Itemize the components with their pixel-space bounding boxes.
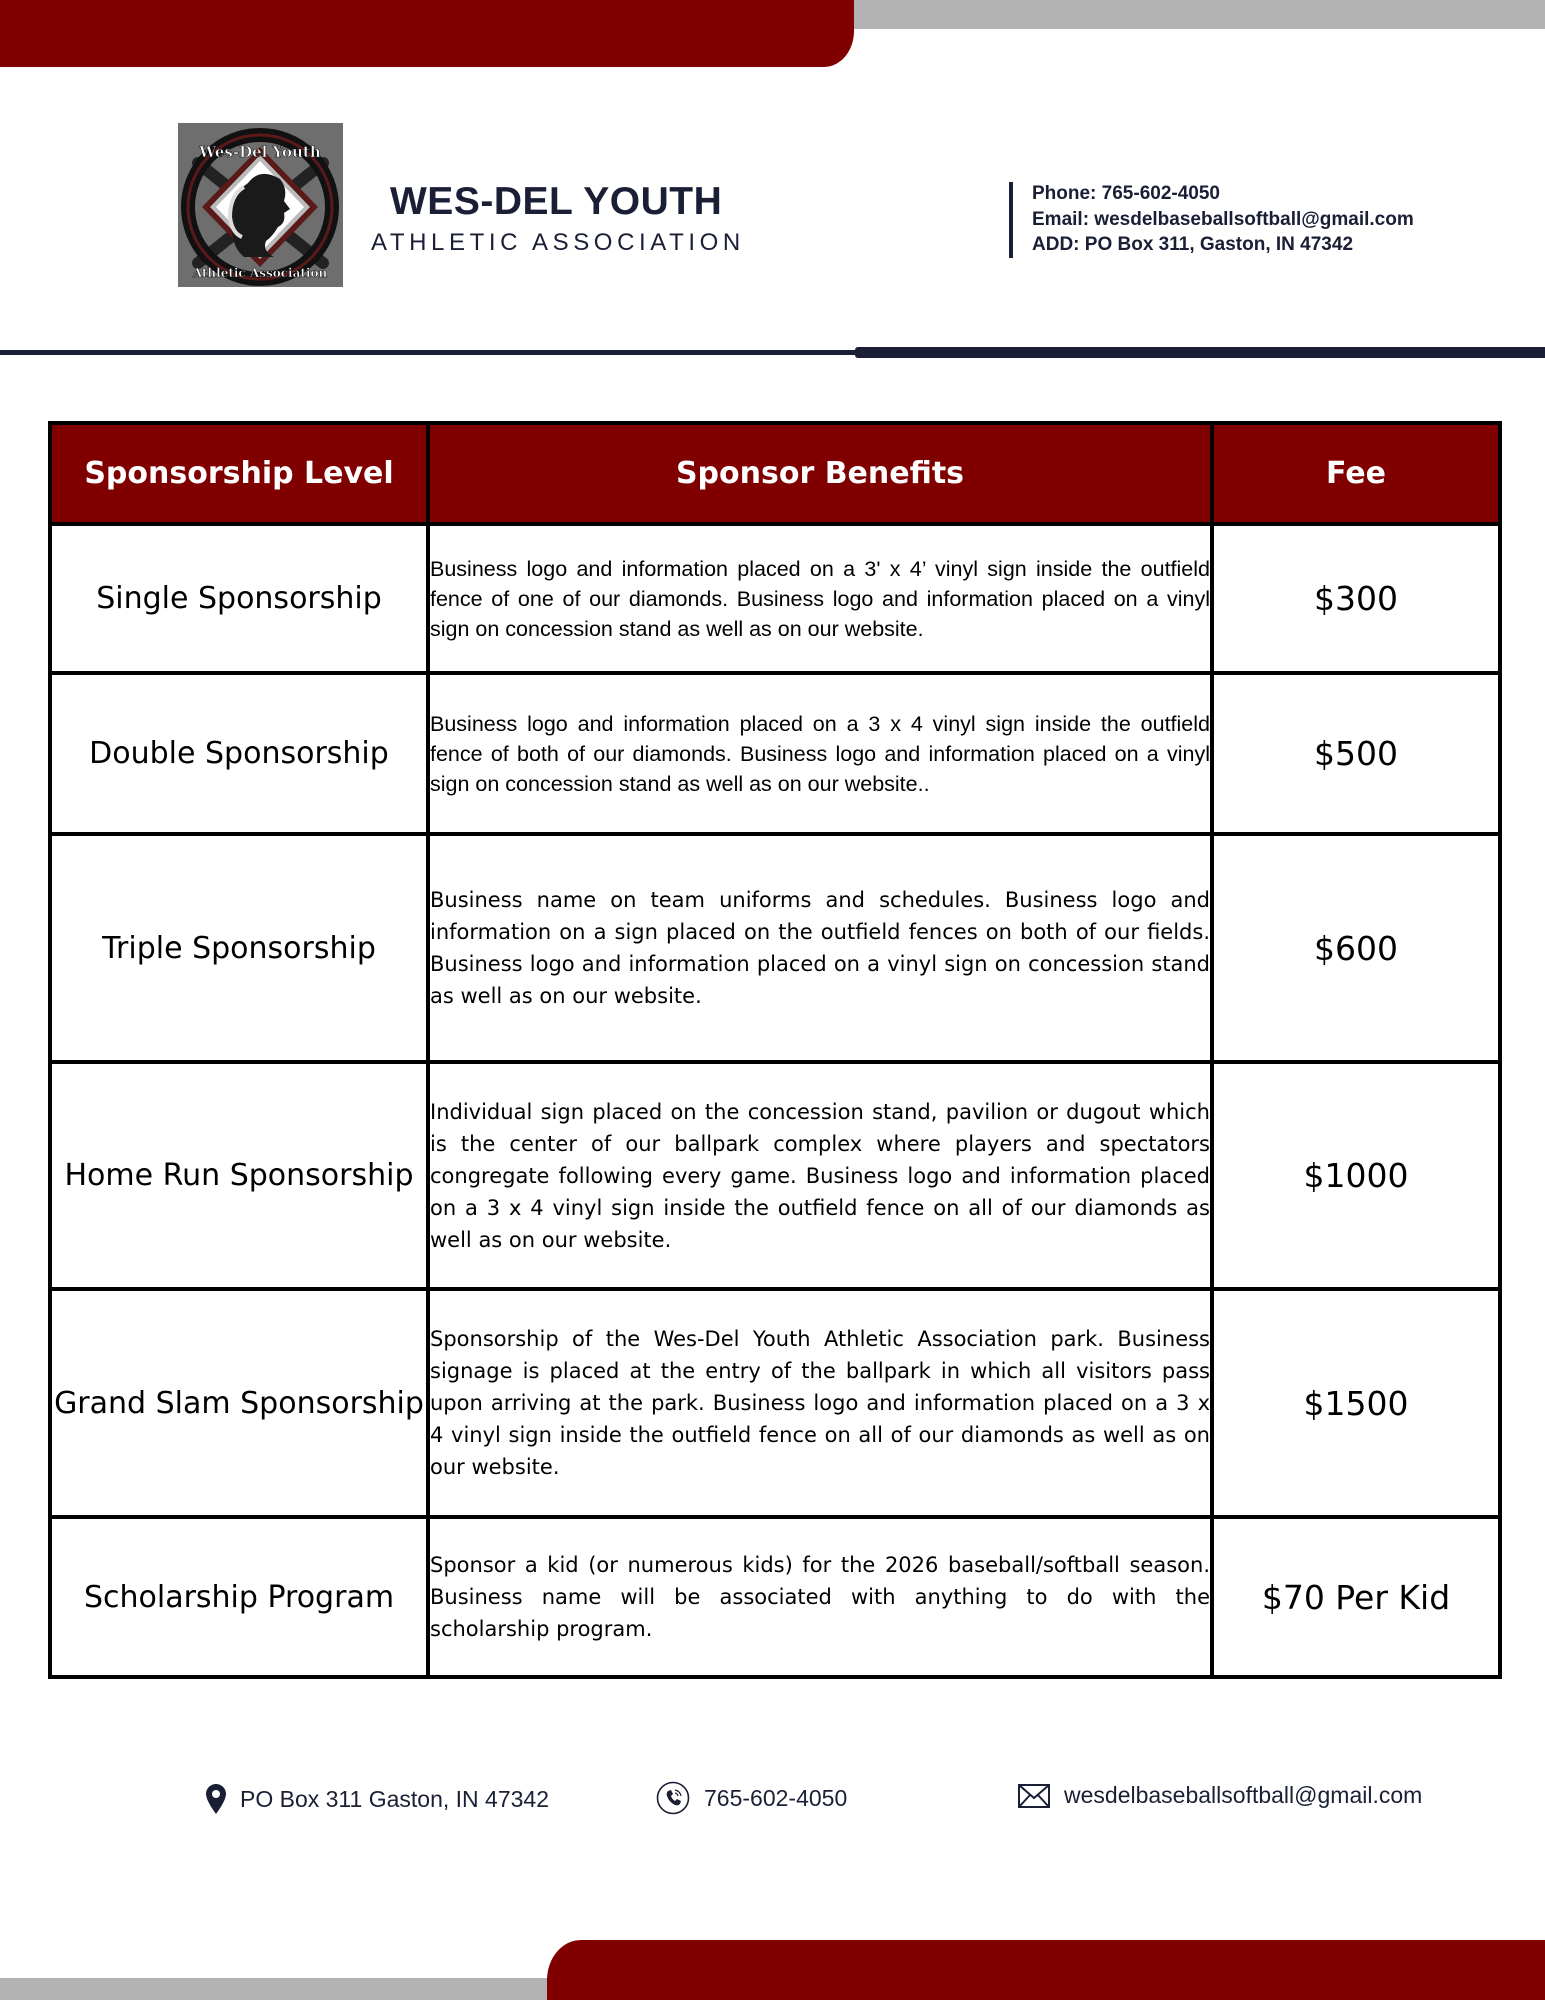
top-maroon-band [0, 0, 854, 67]
header-address: ADD: PO Box 311, Gaston, IN 47342 [1032, 234, 1354, 255]
bottom-maroon-band [547, 1940, 1545, 2000]
brand-subtitle: ATHLETIC ASSOCIATION [371, 229, 745, 256]
footer-address [206, 1784, 549, 1814]
header-email[interactable]: Email: wesdelbaseballsoftball@gmail.com [1032, 208, 1414, 230]
logo-text-bottom: Athletic Association [192, 266, 328, 280]
brand-title: WES-DEL YOUTH [390, 180, 723, 223]
logo-emblem-icon [178, 123, 343, 287]
footer-phone[interactable] [656, 1781, 847, 1815]
map-pin-icon [206, 1784, 226, 1814]
bottom-gray-band [0, 1978, 560, 2000]
header-phone: Phone: 765-602-4050 [1032, 183, 1220, 204]
top-gray-band [840, 0, 1545, 29]
fee: $1500 [1212, 1289, 1500, 1517]
table-row [50, 1289, 1500, 1517]
sponsorship-level: Scholarship Program [50, 1517, 428, 1677]
phone-icon [656, 1781, 690, 1815]
sponsor-benefits: Individual sign placed on the concession stand, pavilion or dugout which is the center of our ballpark complex where players and spectators congregate following every game. Business logo and information placed on a 3 x 4 vinyl sign inside the outfield fence on all of our diamonds as well as on our website. [428, 1062, 1212, 1289]
sponsorship-level: Home Run Sponsorship [50, 1062, 428, 1289]
sponsorship-level: Double Sponsorship [50, 673, 428, 834]
sponsor-benefits: Sponsor a kid (or numerous kids) for the 2026 baseball/softball season. Business name will be associated with anything to do with the scholarship program. [428, 1517, 1212, 1677]
fee: $500 [1212, 673, 1500, 834]
contact-divider [1009, 182, 1013, 258]
header-divider-thin [0, 350, 860, 355]
footer-phone-text: 765-602-4050 [704, 1784, 848, 1811]
sponsor-benefits: Business logo and information placed on a 3 x 4 vinyl sign inside the outfield fence of both of our diamonds. Business logo and information placed on a vinyl sign on concession stand as well as on our website.. [428, 673, 1212, 834]
logo-text-top: Wes-Del Youth [199, 143, 321, 161]
table-row [50, 834, 1500, 1062]
table-row [50, 1517, 1500, 1677]
table-row [50, 673, 1500, 834]
sponsor-benefits: Business logo and information placed on a 3' x 4’ vinyl sign inside the outfield fence of one of our diamonds. Business logo and information placed on a vinyl sign on concession stand as well as on our website. [428, 524, 1212, 673]
fee: $70 Per Kid [1212, 1517, 1500, 1677]
sponsorship-level: Grand Slam Sponsorship [50, 1289, 428, 1517]
table-row [50, 1062, 1500, 1289]
fee: $600 [1212, 834, 1500, 1062]
header-sponsorship-level: Sponsorship Level [50, 423, 428, 524]
envelope-icon [1018, 1784, 1050, 1808]
header-sponsor-benefits: Sponsor Benefits [428, 423, 1212, 524]
table-header-row [50, 423, 1500, 524]
header-fee: Fee [1212, 423, 1500, 524]
sponsor-benefits: Business name on team uniforms and schedules. Business logo and information on a sign placed on the outfield fences on both of our fields. Business logo and information placed on a vinyl sign on concession stand as well as on our website. [428, 834, 1212, 1062]
header-contact [1032, 181, 1414, 258]
header-divider-thick [855, 347, 1545, 358]
sponsorship-table [48, 421, 1502, 1679]
footer-email-text: wesdelbaseballsoftball@gmail.com [1064, 1782, 1423, 1808]
table-row [50, 524, 1500, 673]
association-logo [178, 123, 343, 287]
fee: $300 [1212, 524, 1500, 673]
sponsor-benefits: Sponsorship of the Wes-Del Youth Athletic Association park. Business signage is placed at the entry of the ballpark in which all visitors pass upon arriving at the park. Business logo and information placed on a 3 x 4 vinyl sign inside the outfield fence on all of our diamonds as well as on our website. [428, 1289, 1212, 1517]
sponsorship-level: Single Sponsorship [50, 524, 428, 673]
sponsorship-level: Triple Sponsorship [50, 834, 428, 1062]
footer-address-text: PO Box 311 Gaston, IN 47342 [240, 1785, 549, 1812]
footer-email[interactable] [1018, 1782, 1422, 1809]
fee: $1000 [1212, 1062, 1500, 1289]
